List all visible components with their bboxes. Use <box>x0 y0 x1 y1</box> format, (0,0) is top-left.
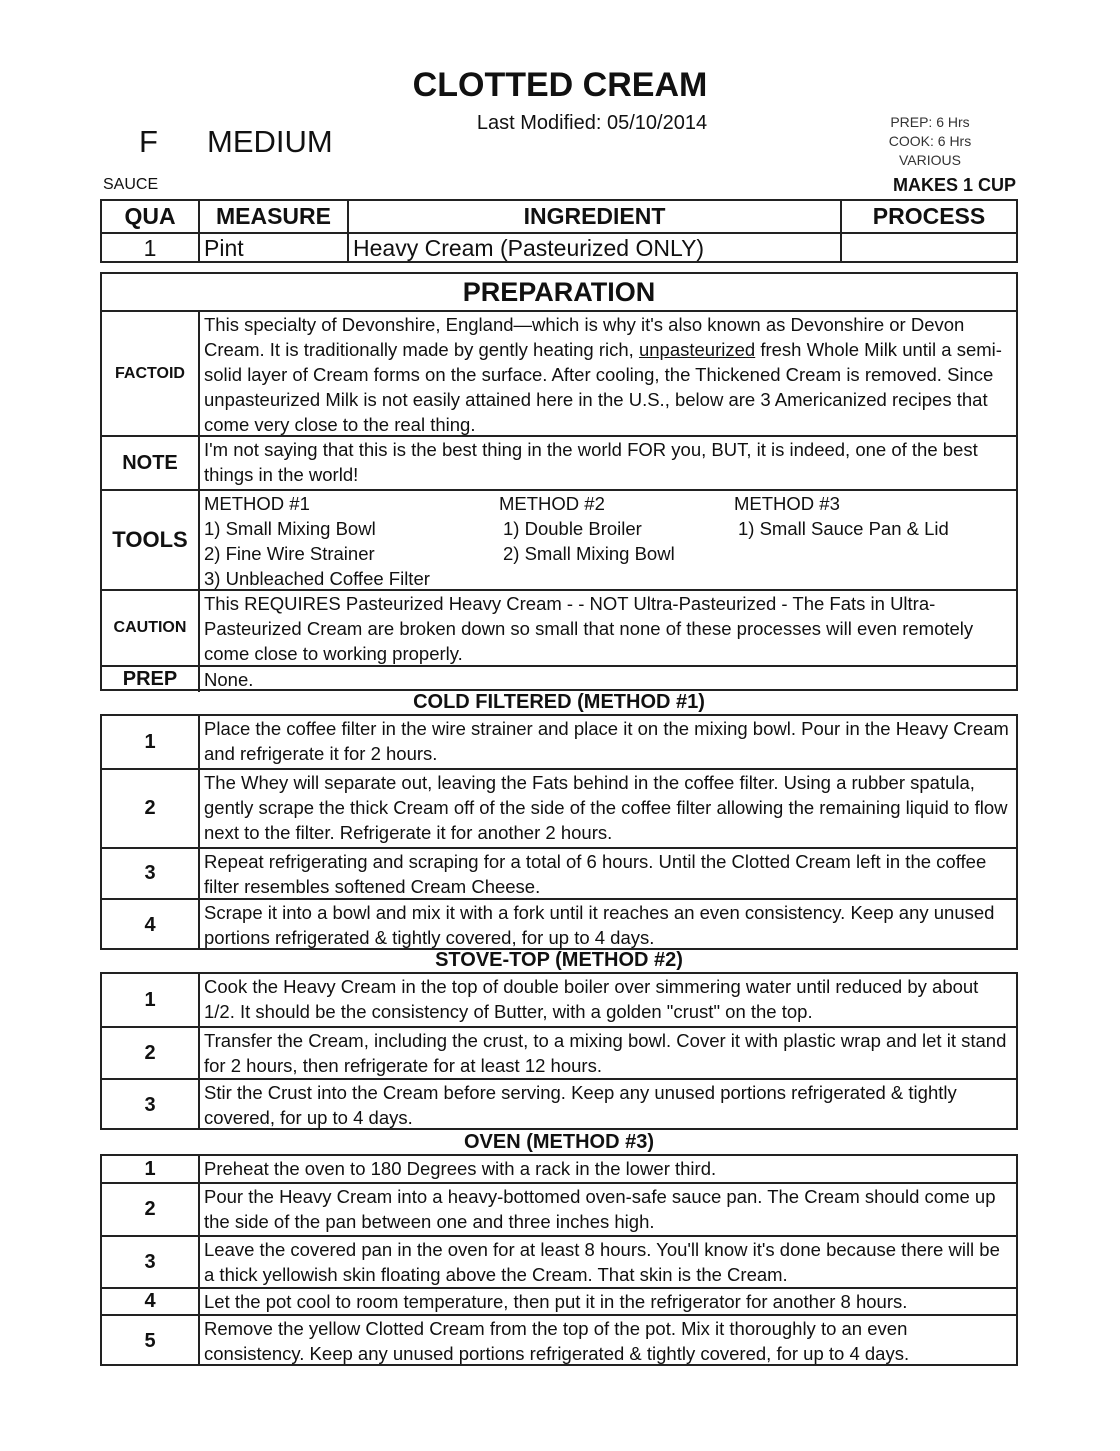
factoid-text-part: fresh Whole Milk until a semi-solid layer of Cream forms on the surface. After cooling, the Thickened Cream is removed. Since unpasteurized Milk is not easily attained here in the U.S., below are 3 Americanized recipes that come very close to the real thing. <box>204 339 1002 435</box>
tools-item: 2) Small Mixing Bowl <box>503 543 675 564</box>
method-steps-table <box>100 1154 1018 1366</box>
step-row <box>102 1078 1016 1130</box>
tools-item: 3) Unbleached Coffee Filter <box>204 568 430 589</box>
tools-item: 1) Small Mixing Bowl <box>204 518 376 539</box>
step-number: 3 <box>102 849 200 898</box>
step-text: Repeat refrigerating and scraping for a total of 6 hours. Until the Clotted Cream left in the coffee filter resembles softened Cream Cheese. <box>204 851 987 897</box>
tools-item: 1) Double Broiler <box>503 518 642 539</box>
yield: MAKES 1 CUP <box>892 175 1016 195</box>
ingredient-process <box>840 234 1016 263</box>
tools-item: 1) Small Sauce Pan & Lid <box>738 518 949 539</box>
tools-method-title: METHOD #2 <box>499 493 605 514</box>
step-row <box>102 1314 1016 1366</box>
method-title: STOVE-TOP (METHOD #2) <box>435 949 683 971</box>
servings-note: VARIOUS <box>899 152 961 168</box>
caution-row <box>102 589 1016 665</box>
tools-label: TOOLS <box>102 491 200 589</box>
step-row <box>102 1156 1016 1182</box>
factoid-text-part: This specialty of Devonshire, England—which is why it's also known as Devonshire or Devon Cream. It is traditionally made by gently heating rich, <box>204 314 965 360</box>
step-number: 3 <box>102 1080 200 1130</box>
step-text: The Whey will separate out, leaving the Fats behind in the coffee filter. Using a rubber spatula, gently scrape the thick Cream off of the side of the coffee filter allowing the remaining liquid to flow next to the filter. Refrigerate it for another 2 hours. <box>204 772 1008 843</box>
step-number: 2 <box>102 1184 200 1235</box>
tools-method-1 <box>204 491 430 591</box>
factoid-label: FACTOID <box>102 312 200 435</box>
step-row <box>102 1235 1016 1287</box>
step-text: Transfer the Cream, including the crust, to a mixing bowl. Cover it with plastic wrap and let it stand for 2 hours, then refrigerate for at least 12 hours. <box>204 1030 1007 1076</box>
time-info <box>860 113 1000 170</box>
tools-method-2 <box>499 491 675 566</box>
grade: F <box>139 124 158 159</box>
ingredient-measure: Pint <box>198 234 347 263</box>
step-row <box>102 1026 1016 1078</box>
step-text: Stir the Crust into the Cream before serving. Keep any unused portions refrigerated & tightly covered, for up to 4 days. <box>204 1082 957 1128</box>
step-text: Scrape it into a bowl and mix it with a fork until it reaches an even consistency. Keep any unused portions refrigerated & tightly covered, for up to 4 days. <box>204 902 995 948</box>
step-text: Place the coffee filter in the wire strainer and place it on the mixing bowl. Pour in the Heavy Cream and refrigerate it for 2 hours. <box>204 718 1009 764</box>
step-row <box>102 768 1016 847</box>
note-text: I'm not saying that this is the best thing in the world FOR you, BUT, it is indeed, one of the best things in the world! <box>204 439 978 485</box>
col-qua: QUA <box>124 203 176 229</box>
step-number: 4 <box>102 1289 200 1314</box>
preparation-table <box>100 272 1018 691</box>
factoid-row <box>102 310 1016 435</box>
step-row <box>102 1287 1016 1314</box>
tools-method-3 <box>734 491 949 541</box>
ingredient-name: Heavy Cream (Pasteurized ONLY) <box>347 234 840 263</box>
ingredient-row <box>102 232 1016 263</box>
tools-list <box>200 491 1016 589</box>
col-ingredient: INGREDIENT <box>347 201 840 232</box>
step-text: Let the pot cool to room temperature, then put it in the refrigerator for another 8 hours. <box>204 1291 908 1312</box>
step-number: 1 <box>102 974 200 1026</box>
step-row <box>102 847 1016 898</box>
preparation-title: PREPARATION <box>462 276 656 307</box>
step-row <box>102 1182 1016 1235</box>
caution-label: CAUTION <box>102 591 200 665</box>
caution-text: This REQUIRES Pasteurized Heavy Cream - - NOT Ultra-Pasteurized - The Fats in Ultra-Pasteurized Cream are broken down so small that none of these processes will even remotely come close to working properly. <box>204 593 974 664</box>
step-number: 1 <box>102 1156 200 1182</box>
step-row <box>102 974 1016 1026</box>
ingredient-qty: 1 <box>143 235 157 261</box>
step-number: 2 <box>102 1028 200 1078</box>
note-label: NOTE <box>102 437 200 489</box>
tools-row <box>102 489 1016 589</box>
step-text: Remove the yellow Clotted Cream from the top of the pot. Mix it thoroughly to an even consistency. Keep any unused portions refrigerated & tightly covered, for up to 4 days. <box>204 1318 910 1364</box>
step-number: 5 <box>102 1316 200 1366</box>
col-measure: MEASURE <box>198 201 347 232</box>
recipe-title: CLOTTED CREAM <box>412 66 708 104</box>
category: SAUCE <box>103 176 159 193</box>
method-steps-table <box>100 714 1018 950</box>
col-process: PROCESS <box>840 201 1016 232</box>
tools-method-title: METHOD #1 <box>204 493 310 514</box>
step-number: 4 <box>102 900 200 950</box>
step-number: 2 <box>102 770 200 847</box>
step-text: Preheat the oven to 180 Degrees with a rack in the lower third. <box>204 1158 717 1179</box>
method-steps-table <box>100 972 1018 1130</box>
prep-label: PREP <box>102 667 200 692</box>
last-modified: Last Modified: 05/10/2014 <box>476 112 708 134</box>
step-number: 1 <box>102 716 200 768</box>
step-text: Cook the Heavy Cream in the top of double boiler over simmering water until reduced by about 1/2. It should be the consistency of Butter, with a golden "crust" on the top. <box>204 976 979 1022</box>
tools-method-title: METHOD #3 <box>734 493 840 514</box>
factoid-underlined: unpasteurized <box>638 339 756 360</box>
step-number: 3 <box>102 1237 200 1287</box>
step-text: Pour the Heavy Cream into a heavy-bottomed oven-safe sauce pan. The Cream should come up the side of the pan between one and three inches high. <box>204 1186 996 1232</box>
step-row <box>102 716 1016 768</box>
factoid-text <box>200 312 1016 435</box>
prep-time: PREP: 6 Hrs <box>890 114 970 130</box>
difficulty: MEDIUM <box>207 124 333 159</box>
step-row <box>102 898 1016 950</box>
tools-item: 2) Fine Wire Strainer <box>204 543 375 564</box>
ingredients-table <box>100 199 1018 263</box>
ingredients-header-row <box>102 201 1016 232</box>
prep-row <box>102 665 1016 692</box>
cook-time: COOK: 6 Hrs <box>888 133 972 149</box>
method-title: OVEN (METHOD #3) <box>463 1131 655 1153</box>
note-row <box>102 435 1016 489</box>
prep-text: None. <box>204 669 254 690</box>
method-title: COLD FILTERED (METHOD #1) <box>413 691 705 713</box>
step-text: Leave the covered pan in the oven for at least 8 hours. You'll know it's done because there will be a thick yellowish skin floating above the Cream. That skin is the Cream. <box>204 1239 1000 1285</box>
